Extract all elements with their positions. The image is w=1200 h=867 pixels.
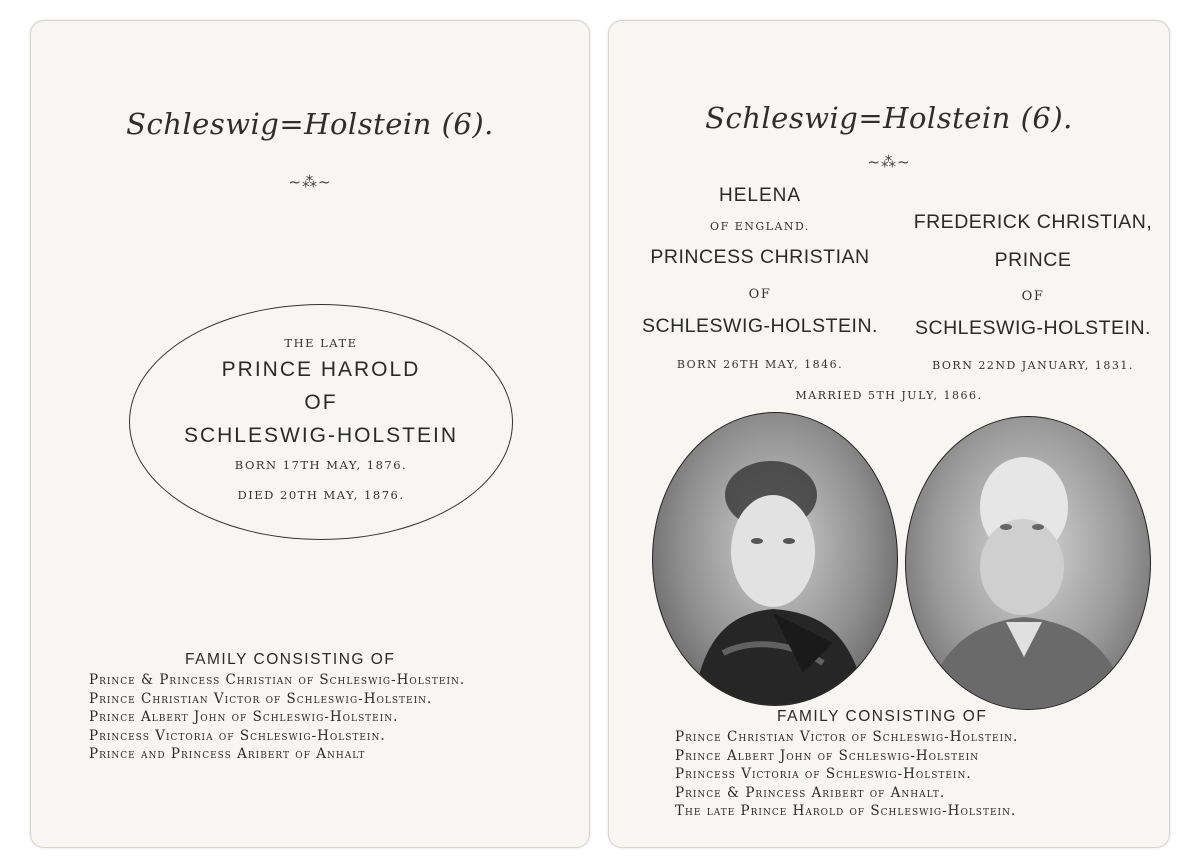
oval-name-line1: PRINCE HAROLD xyxy=(221,358,421,381)
frederick-title: PRINCE xyxy=(994,249,1072,271)
helena-title: PRINCESS CHRISTIAN xyxy=(650,246,870,268)
family-member: Prince & Princess Aribert of Anhalt. xyxy=(675,784,946,801)
right-card xyxy=(608,20,1170,848)
memorial-oval xyxy=(129,304,513,540)
family-heading: FAMILY CONSISTING OF xyxy=(777,708,988,725)
oval-pre-title: THE LATE xyxy=(284,336,358,350)
ornament-divider: ~⁂~ xyxy=(867,153,911,171)
helena-born: BORN 26TH MAY, 1846. xyxy=(676,358,844,371)
frederick-of: OF xyxy=(1021,289,1045,304)
frederick-portrait-image xyxy=(906,417,1150,709)
family-member: Prince Albert John of Schleswig-Holstein. xyxy=(89,709,399,725)
family-member: The late Prince Harold of Schleswig-Holstein. xyxy=(675,803,1017,819)
family-list xyxy=(89,671,465,764)
oval-name-line3: SCHLESWIG-HOLSTEIN xyxy=(183,424,459,447)
family-member: Prince Christian Victor of Schleswig-Holstein. xyxy=(89,690,433,707)
helena-of-england: OF ENGLAND. xyxy=(710,220,810,233)
family-member: Princess Victoria of Schleswig-Holstein. xyxy=(675,766,972,782)
oval-born: BORN 17TH MAY, 1876. xyxy=(234,458,408,472)
frederick-born: BORN 22ND JANUARY, 1831. xyxy=(932,359,1134,372)
family-member: Prince and Princess Aribert of Anhalt xyxy=(89,746,366,762)
card-title: Schleswig=Holstein (6). xyxy=(705,101,1073,135)
family-member: Prince Albert John of Schleswig-Holstein xyxy=(675,747,980,764)
family-list xyxy=(675,728,1018,821)
left-card xyxy=(30,20,590,848)
family-member: Prince Christian Victor of Schleswig-Holstein. xyxy=(675,729,1019,745)
marriage-date: MARRIED 5TH JULY, 1866. xyxy=(795,389,983,402)
family-heading: FAMILY CONSISTING OF xyxy=(185,651,396,668)
oval-died: DIED 20TH MAY, 1876. xyxy=(237,488,405,502)
helena-portrait xyxy=(652,412,898,706)
helena-portrait-image xyxy=(653,413,897,705)
helena-house: SCHLESWIG-HOLSTEIN. xyxy=(642,315,878,337)
frederick-portrait xyxy=(905,416,1151,710)
family-member: Princess Victoria of Schleswig-Holstein. xyxy=(89,727,386,744)
oval-name-line2: OF xyxy=(304,391,338,414)
frederick-name: FREDERICK CHRISTIAN, xyxy=(913,211,1153,233)
helena-of: OF xyxy=(748,287,772,302)
family-member: Prince & Princess Christian of Schleswig-Holstein. xyxy=(89,672,466,688)
helena-name: HELENA xyxy=(718,185,802,206)
card-title: Schleswig=Holstein (6). xyxy=(126,107,494,141)
ornament-divider: ~⁂~ xyxy=(288,173,332,191)
frederick-house: SCHLESWIG-HOLSTEIN. xyxy=(915,317,1151,339)
